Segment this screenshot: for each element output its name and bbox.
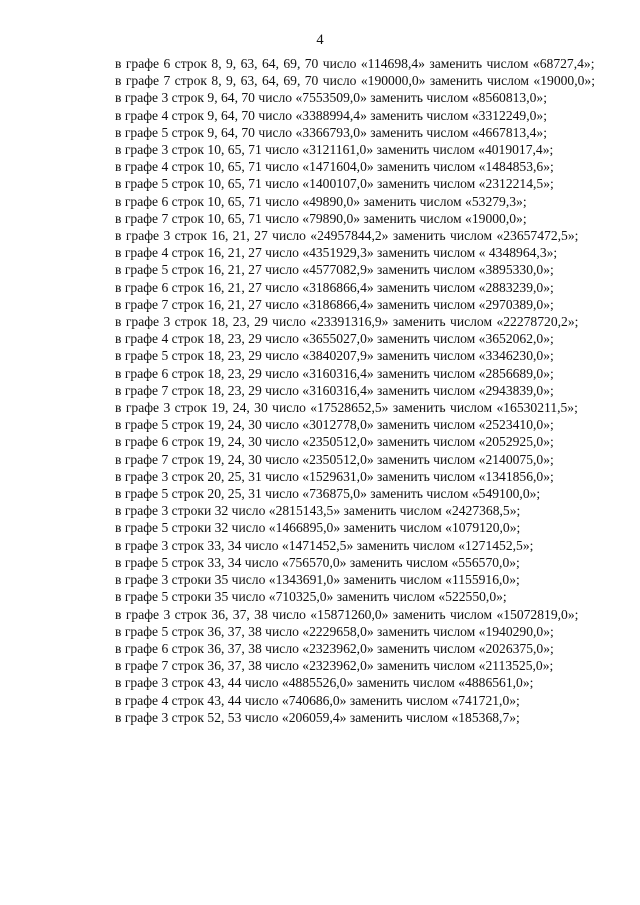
amendment-paragraph: в графе 5 строк 33, 34 число «756570,0» заменить числом «556570,0»; [115, 554, 520, 570]
amendment-paragraph: в графе 5 строки 32 число «1466895,0» заменить числом «1079120,0»; [115, 520, 521, 536]
amendment-paragraph: в графе 6 строк 16, 21, 27 число «3186866,4» заменить числом «2883239,0»; [115, 279, 554, 295]
amendment-paragraph: в графе 5 строки 35 число «710325,0» заменить числом «522550,0»; [115, 589, 507, 605]
amendment-paragraph: в графе 7 строк 36, 37, 38 число «2323962,0» заменить числом «2113525,0»; [115, 658, 554, 674]
amendment-paragraph: в графе 3 строк 20, 25, 31 число «1529631,0» заменить числом «1341856,0»; [115, 468, 554, 484]
amendment-paragraph: в графе 4 строк 18, 23, 29 число «3655027,0» заменить числом «3652062,0»; [115, 331, 554, 347]
amendment-paragraph: в графе 6 строк 18, 23, 29 число «3160316,4» заменить числом «2856689,0»; [115, 365, 554, 381]
amendment-paragraph: в графе 5 строк 36, 37, 38 число «2229658,0» заменить числом «1940290,0»; [115, 623, 554, 639]
amendment-paragraph: в графе 7 строк 16, 21, 27 число «3186866,4» заменить числом «2970389,0»; [115, 296, 554, 312]
amendment-paragraph: в графе 3 строк 9, 64, 70 число «7553509,0» заменить числом «8560813,0»; [115, 90, 547, 106]
amendment-paragraph: в графе 5 строк 18, 23, 29 число «3840207,9» заменить числом «3346230,0»; [115, 348, 554, 364]
amendment-paragraph: в графе 5 строк 10, 65, 71 число «1400107,0» заменить числом «2312214,5»; [115, 176, 554, 192]
amendment-paragraph: в графе 3 строк 36, 37, 38 число «15871260,0» заменить числом «15072819,0»; [115, 606, 579, 622]
amendment-paragraph: в графе 5 строк 20, 25, 31 число «736875,0» заменить числом «549100,0»; [115, 486, 541, 502]
amendment-paragraph: в графе 3 строк 19, 24, 30 число «17528652,5» заменить числом «16530211,5»; [115, 400, 578, 416]
amendment-paragraph: в графе 5 строк 16, 21, 27 число «4577082,9» заменить числом «3895330,0»; [115, 262, 554, 278]
amendment-paragraph: в графе 7 строк 10, 65, 71 число «79890,0» заменить числом «19000,0»; [115, 210, 527, 226]
amendment-paragraph: в графе 3 строк 43, 44 число «4885526,0» заменить числом «4886561,0»; [115, 675, 534, 691]
amendment-paragraph: в графе 7 строк 19, 24, 30 число «2350512,0» заменить числом «2140075,0»; [115, 451, 554, 467]
amendment-paragraph: в графе 6 строк 8, 9, 63, 64, 69, 70 число «114698,4» заменить числом «68727,4»; [115, 56, 595, 71]
amendment-paragraph: в графе 3 строк 33, 34 число «1471452,5» заменить числом «1271452,5»; [115, 537, 534, 553]
amendment-paragraph: в графе 6 строк 10, 65, 71 число «49890,0» заменить числом «53279,3»; [115, 193, 527, 209]
amendment-paragraph: в графе 3 строк 10, 65, 71 число «3121161,0» заменить числом «4019017,4»; [115, 142, 554, 158]
amendment-paragraph: в графе 3 строк 16, 21, 27 число «24957844,2» заменить числом «23657472,5»; [115, 228, 579, 244]
document-body [75, 55, 605, 726]
amendment-paragraph: в графе 5 строк 9, 64, 70 число «3366793,0» заменить числом «4667813,4»; [115, 124, 547, 140]
amendment-paragraph: в графе 5 строк 19, 24, 30 число «3012778,0» заменить числом «2523410,0»; [115, 417, 554, 433]
page-number: 4 [316, 32, 324, 48]
amendment-paragraph: в графе 4 строк 16, 21, 27 число «4351929,3» заменить числом « 4348964,3»; [115, 245, 558, 261]
amendment-paragraph: в графе 4 строк 10, 65, 71 число «1471604,0» заменить числом «1484853,6»; [115, 159, 554, 175]
amendment-paragraph: в графе 3 строк 18, 23, 29 число «23391316,9» заменить числом «22278720,2»; [115, 314, 579, 330]
amendment-paragraph: в графе 4 строк 43, 44 число «740686,0» заменить числом «741721,0»; [115, 692, 520, 708]
amendment-paragraph: в графе 6 строк 19, 24, 30 число «2350512,0» заменить числом «2052925,0»; [115, 434, 554, 450]
amendment-paragraph: в графе 6 строк 36, 37, 38 число «2323962,0» заменить числом «2026375,0»; [115, 640, 554, 656]
amendment-paragraph: в графе 3 строки 35 число «1343691,0» заменить числом «1155916,0»; [115, 572, 520, 588]
amendment-paragraph: в графе 7 строк 18, 23, 29 число «3160316,4» заменить числом «2943839,0»; [115, 382, 554, 398]
amendment-paragraph: в графе 7 строк 8, 9, 63, 64, 69, 70 число «190000,0» заменить числом «19000,0»; [115, 73, 595, 89]
amendment-paragraph: в графе 3 строк 52, 53 число «206059,4» заменить числом «185368,7»; [115, 709, 520, 725]
amendment-paragraph: в графе 4 строк 9, 64, 70 число «3388994,4» заменить числом «3312249,0»; [115, 107, 547, 123]
amendment-paragraph: в графе 3 строки 32 число «2815143,5» заменить числом «2427368,5»; [115, 503, 521, 519]
